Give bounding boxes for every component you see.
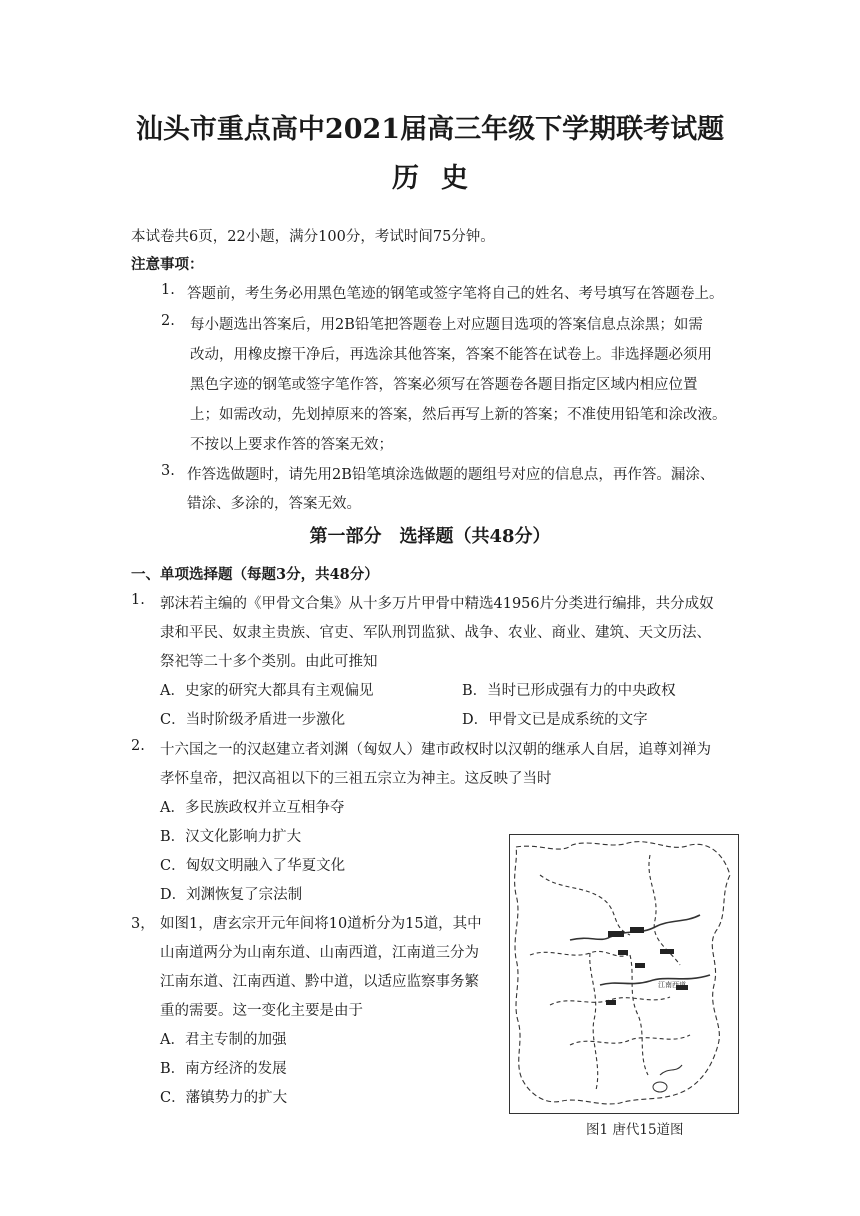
notice-item-text: 作答选做题时，请先用2B铅笔填涂选做题的题组号对应的信息点，再作答。漏涂、 (187, 467, 715, 483)
question-stem: 重的需要。这一变化主要是由于 (160, 1003, 363, 1019)
question-stem: 如图1，唐玄宗开元年间将10道析分为15道，其中 (160, 916, 482, 932)
question-stem: 祭祀等二十多个类别。由此可推知 (160, 654, 378, 670)
option-b: B．当时已形成强有力的中央政权 (462, 683, 676, 699)
notice-item-text: 不按以上要求作答的答案无效； (190, 437, 393, 453)
question-number: 2. (131, 738, 145, 754)
section-subheading: 一、单项选择题（每题3分，共48分） (131, 566, 379, 583)
option-a: A．多民族政权并立互相争夺 (160, 800, 345, 816)
map-drawing (510, 835, 738, 1113)
exam-intro: 本试卷共6页，22小题，满分100分，考试时间75分钟。 (131, 229, 495, 245)
question-number: 1. (131, 592, 145, 608)
notice-item-text: 上；如需改动，先划掉原来的答案，然后再写上新的答案；不准使用铅笔和涂改液。 (190, 407, 727, 423)
exam-title: 汕头市重点高中2021届高三年级下学期联考试题 (135, 114, 725, 145)
notice-item-text: 黑色字迹的钢笔或签字笔作答，答案必须写在答题卷各题目指定区域内相应位置 (190, 377, 698, 393)
question-stem: 隶和平民、奴隶主贵族、官吏、军队刑罚监狱、战争、农业、商业、建筑、天文历法、 (160, 625, 711, 641)
option-d: D．刘渊恢复了宗法制 (160, 887, 303, 903)
option-c: C．匈奴文明融入了华夏文化 (160, 858, 346, 874)
notice-item-text: 改动，用橡皮擦干净后，再选涂其他答案，答案不能答在试卷上。非选择题必须用 (190, 347, 712, 363)
option-b: B．南方经济的发展 (160, 1061, 287, 1077)
notice-heading: 注意事项： (131, 256, 204, 273)
option-a: A．君主专制的加强 (160, 1032, 287, 1048)
question-stem: 十六国之一的汉赵建立者刘渊（匈奴人）建市政权时以汉朝的继承人自居，追尊刘禅为 (160, 742, 711, 758)
subject-title: 历史 (392, 163, 490, 194)
option-b: B．汉文化影响力扩大 (160, 829, 302, 845)
notice-item-text: 每小题选出答案后，用2B铅笔把答题卷上对应题目选项的答案信息点涂黑；如需 (190, 317, 703, 333)
question-stem: 郭沫若主编的《甲骨文合集》从十多万片甲骨中精选41956片分类进行编排，共分成奴 (160, 596, 714, 612)
tang-15-circuits-map (509, 834, 739, 1114)
figure-caption: 图1 唐代15道图 (586, 1122, 684, 1138)
notice-item-number: 1. (161, 282, 175, 298)
section-heading: 第一部分 选择题（共48分） (309, 526, 551, 547)
question-number: 3， (131, 916, 155, 932)
question-stem: 山南道两分为山南东道、山南西道，江南道三分为 (160, 945, 479, 961)
option-c: C．藩镇势力的扩大 (160, 1090, 288, 1106)
question-stem: 孝怀皇帝，把汉高祖以下的三祖五宗立为神主。这反映了当时 (160, 771, 552, 787)
map-label: 江南西道 (658, 981, 686, 989)
option-d: D．甲骨文已是成系统的文字 (462, 712, 648, 728)
notice-item-text: 错涂、多涂的，答案无效。 (187, 496, 361, 512)
notice-item-text: 答题前，考生务必用黑色笔迹的钢笔或签字笔将自己的姓名、考号填写在答题卷上。 (187, 286, 724, 302)
option-a: A．史家的研究大都具有主观偏见 (160, 683, 374, 699)
notice-item-number: 3. (161, 463, 175, 479)
option-c: C．当时阶级矛盾进一步激化 (160, 712, 346, 728)
question-stem: 江南东道、江南西道、黔中道，以适应监察事务繁 (160, 974, 479, 990)
notice-item-number: 2. (161, 313, 175, 329)
